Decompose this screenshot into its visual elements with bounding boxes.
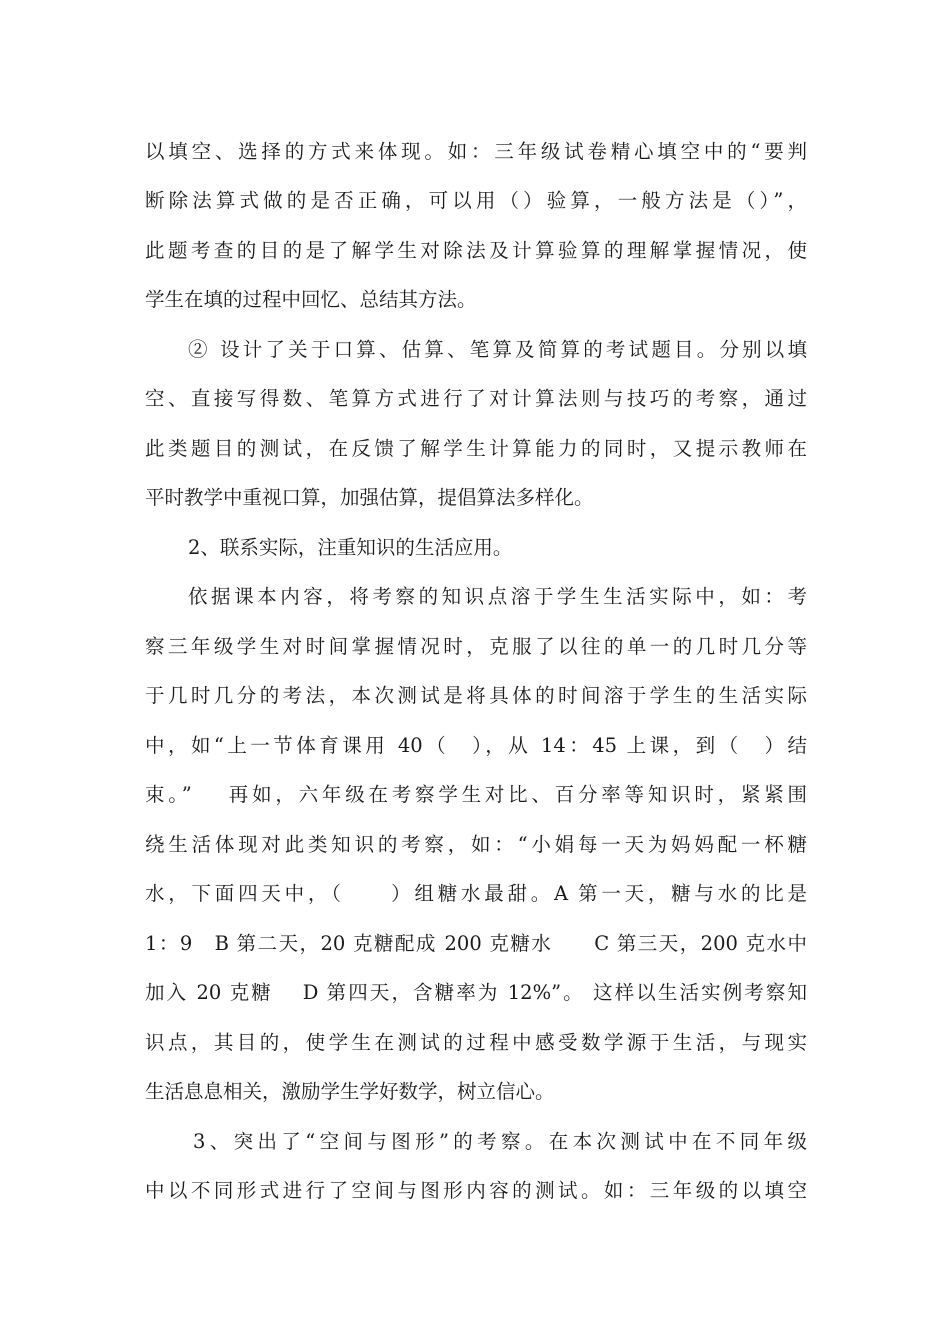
paragraph-line: 中，如“上一节体育课用 40（ ），从 14：45 上课，到（ ）结 <box>145 734 807 757</box>
paragraph-line: 空、直接写得数、笔算方式进行了对计算法则与技巧的考察，通过 <box>145 387 807 410</box>
paragraph-line: 断除法算式做的是否正确，可以用（）验算，一般方法是（）”， <box>145 189 807 212</box>
paragraph-line: 束。” 再如，六年级在考察学生对比、百分率等知识时，紧紧围 <box>145 783 807 806</box>
paragraph-line: 中以不同形式进行了空间与图形内容的测试。如：三年级的以填空 <box>145 1179 807 1202</box>
paragraph-line: 绕生活体现对此类知识的考察，如：“小娟每一天为妈妈配一杯糖 <box>145 833 807 856</box>
paragraph-line: ② 设计了关于口算、估算、笔算及简算的考试题目。分别以填 <box>188 338 807 361</box>
paragraph-line: 以填空、选择的方式来体现。如：三年级试卷精心填空中的“要判 <box>145 140 807 163</box>
paragraph-line: 水，下面四天中，（ ）组糖水最甜。A 第一天，糖与水的比是 <box>145 882 807 905</box>
paragraph-line: 于几时几分的考法，本次测试是将具体的时间溶于学生的生活实际 <box>145 684 807 707</box>
section-heading-line: 3、突出了“空间与图形”的考察。在本次测试中在不同年级 <box>193 1130 807 1153</box>
paragraph-line: 加入 20 克糖 D 第四天，含糖率为 12%”。 这样以生活实例考察知 <box>145 981 807 1004</box>
paragraph-line: 此题考查的目的是了解学生对除法及计算验算的理解掌握情况，使 <box>145 239 807 262</box>
paragraph-line: 识点，其目的，使学生在测试的过程中感受数学源于生活，与现实 <box>145 1031 807 1054</box>
paragraph-line: 生活息息相关，激励学生学好数学，树立信心。 <box>145 1080 555 1103</box>
paragraph-line: 学生在填的过程中回忆、总结其方法。 <box>145 288 477 311</box>
paragraph-line: 平时教学中重视口算，加强估算，提倡算法多样化。 <box>145 486 594 509</box>
section-heading: 2、联系实际，注重知识的生活应用。 <box>188 536 513 559</box>
paragraph-line: 此类题目的测试，在反馈了解学生计算能力的同时，又提示教师在 <box>145 437 807 460</box>
paragraph-line: 1：9 B 第二天，20 克糖配成 200 克糖水 C 第三天，200 克水中 <box>145 932 807 955</box>
paragraph-line: 依据课本内容，将考察的知识点溶于学生生活实际中，如：考 <box>188 585 807 608</box>
paragraph-line: 察三年级学生对时间掌握情况时，克服了以往的单一的几时几分等 <box>145 635 807 658</box>
